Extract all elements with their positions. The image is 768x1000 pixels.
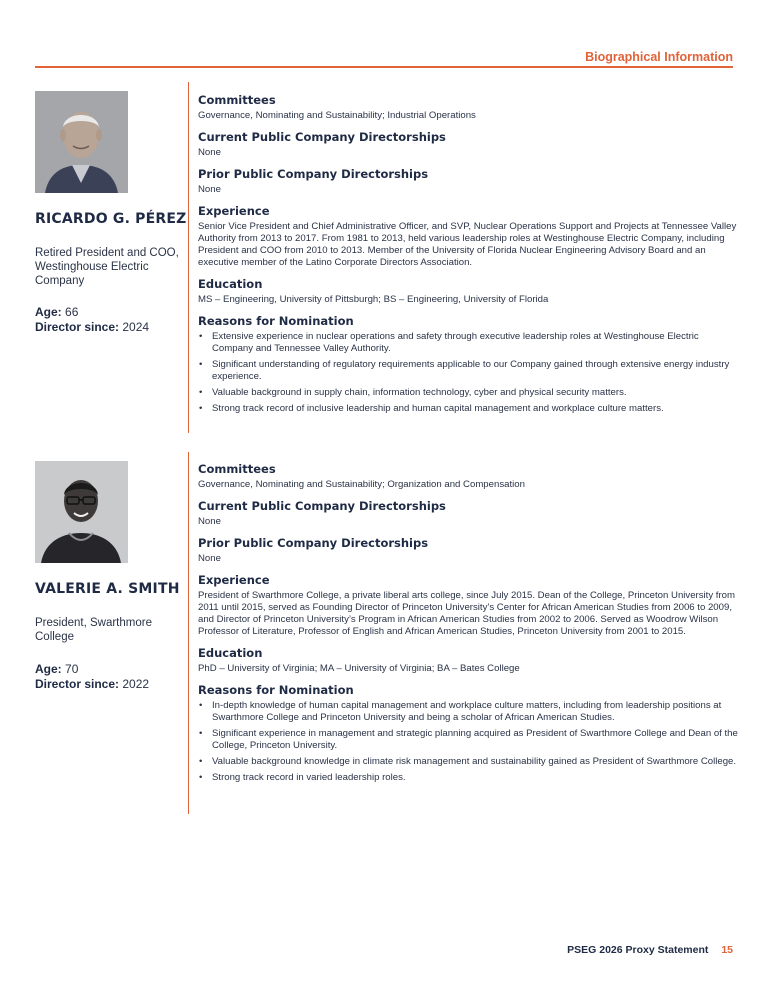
committees-heading: Committees	[198, 462, 276, 476]
education-heading: Education	[198, 646, 263, 660]
experience-heading: Experience	[198, 204, 270, 218]
page-number: 15	[721, 944, 733, 956]
prior-directorships-text: None	[198, 184, 221, 195]
reasons-list	[198, 700, 738, 784]
reason-item: • Extensive experience in nuclear operations and safety through executive leadership roles at Westinghouse Electric Company and Tennessee Valley Authority.	[198, 331, 738, 355]
age-value: 70	[65, 662, 79, 676]
reason-item: • Strong track record in varied leadership roles.	[198, 772, 738, 784]
education-text: PhD – University of Virginia; MA – University of Virginia; BA – Bates College	[198, 663, 520, 674]
director-role: President, Swarthmore College	[35, 617, 152, 643]
director-name: VALERIE A. SMITH	[35, 581, 180, 597]
committees-text: Governance, Nominating and Sustainability; Organization and Compensation	[198, 479, 525, 490]
director-since-value: 2022	[122, 677, 150, 691]
current-directorships-text: None	[198, 516, 221, 527]
reason-item: • Significant experience in management and strategic planning acquired as President of Swarthmore College and Dean of the College, Princeton University.	[198, 728, 738, 752]
age-value: 66	[65, 305, 79, 319]
reason-item: • Significant understanding of regulatory requirements applicable to our Company gained through extensive energy industry experience.	[198, 359, 738, 383]
reason-item: • Valuable background in supply chain, information technology, cyber and physical security matters.	[198, 387, 738, 399]
director-since-value: 2024	[122, 320, 150, 334]
column-divider	[188, 452, 189, 814]
director-role: Retired President and COO, Westinghouse Electric Company	[35, 247, 179, 287]
education-text: MS – Engineering, University of Pittsburgh; BS – Engineering, University of Florida	[198, 294, 549, 305]
prior-directorships-text: None	[198, 553, 221, 564]
director-age	[35, 662, 78, 676]
committees-text: Governance, Nominating and Sustainability; Industrial Operations	[198, 110, 476, 121]
footer-title: PSEG 2026 Proxy Statement	[567, 944, 709, 956]
director-details	[198, 462, 738, 788]
reason-item: • In-depth knowledge of human capital management and workplace culture matters, including from leadership positions at Swarthmore College and Princeton University and being a scholar of African American Studies.	[198, 700, 738, 724]
director-photo	[35, 461, 128, 563]
reasons-list	[198, 331, 738, 415]
director-since	[35, 677, 149, 691]
director-name: RICARDO G. PÉREZ	[35, 211, 187, 227]
current-directorships-text: None	[198, 147, 221, 158]
director-details	[198, 93, 738, 419]
reason-item: • Valuable background knowledge in climate risk management and sustainability gained as President of Swarthmore College.	[198, 756, 738, 768]
education-heading: Education	[198, 277, 263, 291]
director-since-label: Director since:	[35, 677, 120, 691]
reasons-heading: Reasons for Nomination	[198, 314, 354, 328]
page-footer	[567, 944, 733, 956]
director-since	[35, 320, 149, 334]
header-divider	[35, 66, 733, 68]
director-since-label: Director since:	[35, 320, 120, 334]
experience-text: President of Swarthmore College, a private liberal arts college, since July 2015. Dean of the College, Princeton University from 2011 until 2015, served as Founding Director of Princeton University’s Center for African American Studies from 2006 to 2009, and Director of Princeton University’s Program in African American Studies from 2002 to 2006. Served as Woodrow Wilson Professor of Literature, Professor of English and African American Studies, Princeton University from 2001 to 2015.	[198, 590, 735, 637]
experience-text: Senior Vice President and Chief Administrative Officer, and SVP, Nuclear Operations Support and Projects at Tennessee Valley Authority from 2013 to 2017. From 1981 to 2013, held various leadership roles at Westinghouse Electric Company, including President and COO from 2010 to 2013. Member of the University of Florida Nuclear Engineering Advisory Board and an executive member of the Latino Corporate Directors Association.	[198, 221, 737, 268]
prior-directorships-heading: Prior Public Company Directorships	[198, 536, 429, 550]
reason-item: • Strong track record of inclusive leadership and human capital management and workplace culture matters.	[198, 403, 738, 415]
column-divider	[188, 82, 189, 433]
prior-directorships-heading: Prior Public Company Directorships	[198, 167, 429, 181]
section-title: Biographical Information	[585, 50, 733, 64]
director-age	[35, 305, 78, 319]
age-label: Age:	[35, 662, 62, 676]
current-directorships-heading: Current Public Company Directorships	[198, 130, 446, 144]
current-directorships-heading: Current Public Company Directorships	[198, 499, 446, 513]
director-photo	[35, 91, 128, 193]
experience-heading: Experience	[198, 573, 270, 587]
committees-heading: Committees	[198, 93, 276, 107]
age-label: Age:	[35, 305, 62, 319]
reasons-heading: Reasons for Nomination	[198, 683, 354, 697]
